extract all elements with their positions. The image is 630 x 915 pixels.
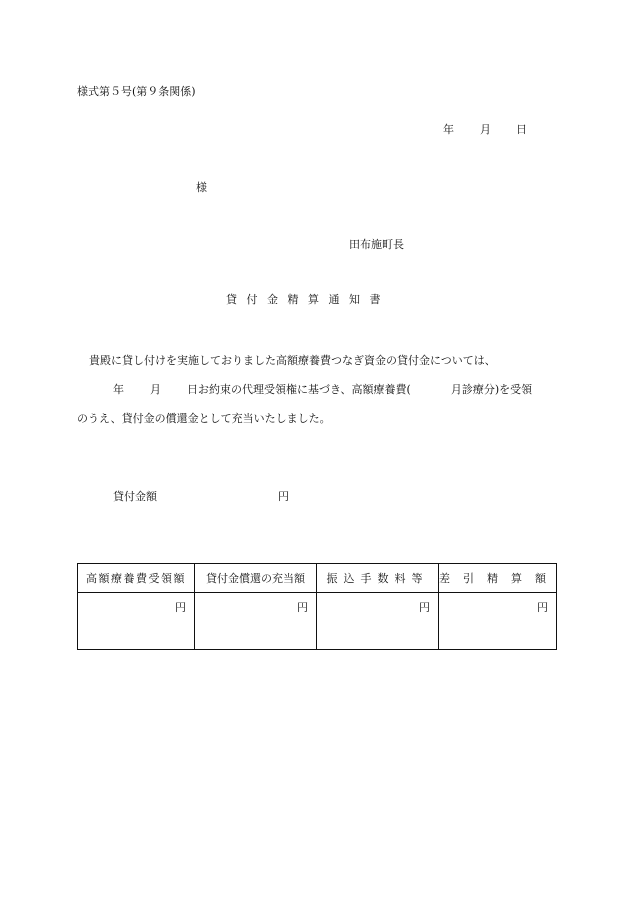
- cell-repayment-allocation[interactable]: [195, 593, 317, 650]
- settlement-table: [77, 563, 557, 650]
- loan-amount-label: 貸付金額: [113, 490, 157, 503]
- date-line: [443, 123, 527, 137]
- table-row: [78, 593, 557, 650]
- unit-yen: 円: [297, 601, 308, 614]
- cell-transfer-fee[interactable]: [317, 593, 439, 650]
- body-text-line-2: [113, 383, 532, 397]
- date-day: 日: [516, 123, 527, 136]
- body-text-line-3: のうえ、貸付金の償還金として充当いたしました。: [77, 412, 331, 425]
- date-year: 年: [443, 123, 454, 136]
- body-text-b: 月診療分)を受領: [450, 383, 533, 396]
- cell-high-cost-received[interactable]: [78, 593, 195, 650]
- form-number: 様式第５号(第９条関係): [77, 85, 196, 98]
- unit-yen: 円: [537, 601, 548, 614]
- unit-yen: 円: [175, 601, 186, 614]
- document-title: 貸付金精算通知書: [226, 293, 390, 306]
- unit-yen: 円: [419, 601, 430, 614]
- issuer-name: 田布施町長: [349, 238, 404, 251]
- cell-net-settlement[interactable]: [439, 593, 557, 650]
- addressee-honorific: 様: [196, 181, 207, 194]
- header-high-cost-received: 高額療養費受領額: [78, 564, 195, 593]
- header-net-settlement: 差引精算額: [439, 564, 557, 593]
- header-repayment-allocation: 貸付金償還の充当額: [195, 564, 317, 593]
- date-month: 月: [480, 123, 491, 136]
- body-year: 年: [113, 383, 124, 396]
- body-month: 月: [150, 383, 161, 396]
- loan-amount-unit: 円: [278, 490, 289, 503]
- header-transfer-fee: 振込手数料等: [317, 564, 439, 593]
- table-header-row: [78, 564, 557, 593]
- body-text-a: 日お約束の代理受領権に基づき、高額療養費(: [187, 383, 411, 396]
- body-text-line-1: 貴殿に貸し付けを実施しておりました高額療養費つなぎ資金の貸付金については、: [89, 354, 496, 367]
